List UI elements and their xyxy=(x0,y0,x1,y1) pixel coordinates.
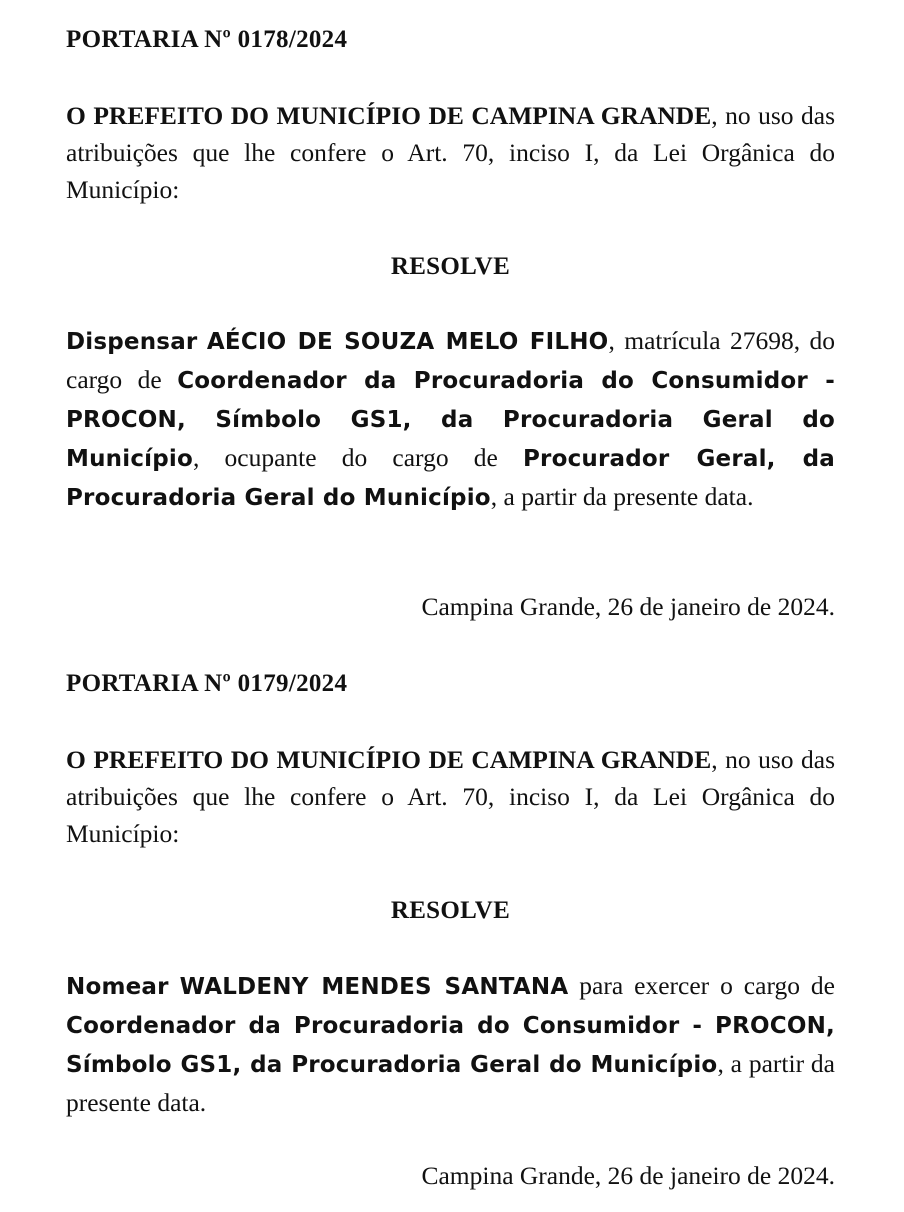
portaria-1-role-2: Procurador Geral, da Procuradoria Geral do Município xyxy=(66,446,835,511)
portaria-2-body xyxy=(66,967,835,1122)
portaria-1-authority-punct: , xyxy=(711,101,718,130)
portaria-2-title: PORTARIA Nº 0179/2024 xyxy=(66,670,348,697)
portaria-1-preamble xyxy=(66,97,835,208)
portaria-1-date: Campina Grande, 26 de janeiro de 2024. xyxy=(421,592,835,621)
portaria-1-text-3: , a partir da presente data. xyxy=(490,482,754,511)
portaria-1-body xyxy=(66,322,835,517)
portaria-1-attributions: no uso das atribuições que lhe confere o Art. 70, inciso I, da Lei Orgânica do Município: xyxy=(66,101,835,204)
portaria-2-person-name: WALDENY MENDES SANTANA xyxy=(179,974,569,1000)
portaria-1-resolve: RESOLVE xyxy=(390,253,511,280)
portaria-1-verb: Dispensar xyxy=(66,329,198,355)
portaria-2-attributions: no uso das atribuições que lhe confere o Art. 70, inciso I, da Lei Orgânica do Município: xyxy=(66,745,835,848)
portaria-2-verb: Nomear xyxy=(66,974,169,1000)
portaria-1-person-name: AÉCIO DE SOUZA MELO FILHO xyxy=(206,329,609,355)
portaria-1-text-2: , ocupante do cargo de xyxy=(193,443,523,472)
portaria-2-preamble xyxy=(66,741,835,852)
portaria-2-text-1: para exercer o cargo de xyxy=(568,971,836,1000)
portaria-2-authority-punct: , xyxy=(711,745,718,774)
portaria-2-date: Campina Grande, 26 de janeiro de 2024. xyxy=(421,1161,835,1190)
portaria-1-authority: O PREFEITO DO MUNICÍPIO DE CAMPINA GRANDE xyxy=(66,101,712,130)
portaria-1-text-1: , matrícula 27698, do cargo de xyxy=(66,326,835,394)
portaria-2-text-2: , a partir da presente data. xyxy=(66,1049,835,1117)
portaria-1-role: Coordenador da Procuradoria do Consumidor - PROCON, Símbolo GS1, da Procuradoria Geral do Município xyxy=(66,368,835,472)
portaria-2-authority: O PREFEITO DO MUNICÍPIO DE CAMPINA GRANDE xyxy=(66,745,712,774)
portaria-2-role: Coordenador da Procuradoria do Consumidor - PROCON, Símbolo GS1, da Procuradoria Geral do Município xyxy=(66,1013,835,1078)
portaria-1-title: PORTARIA Nº 0178/2024 xyxy=(66,26,348,53)
portaria-2-resolve: RESOLVE xyxy=(390,897,511,924)
